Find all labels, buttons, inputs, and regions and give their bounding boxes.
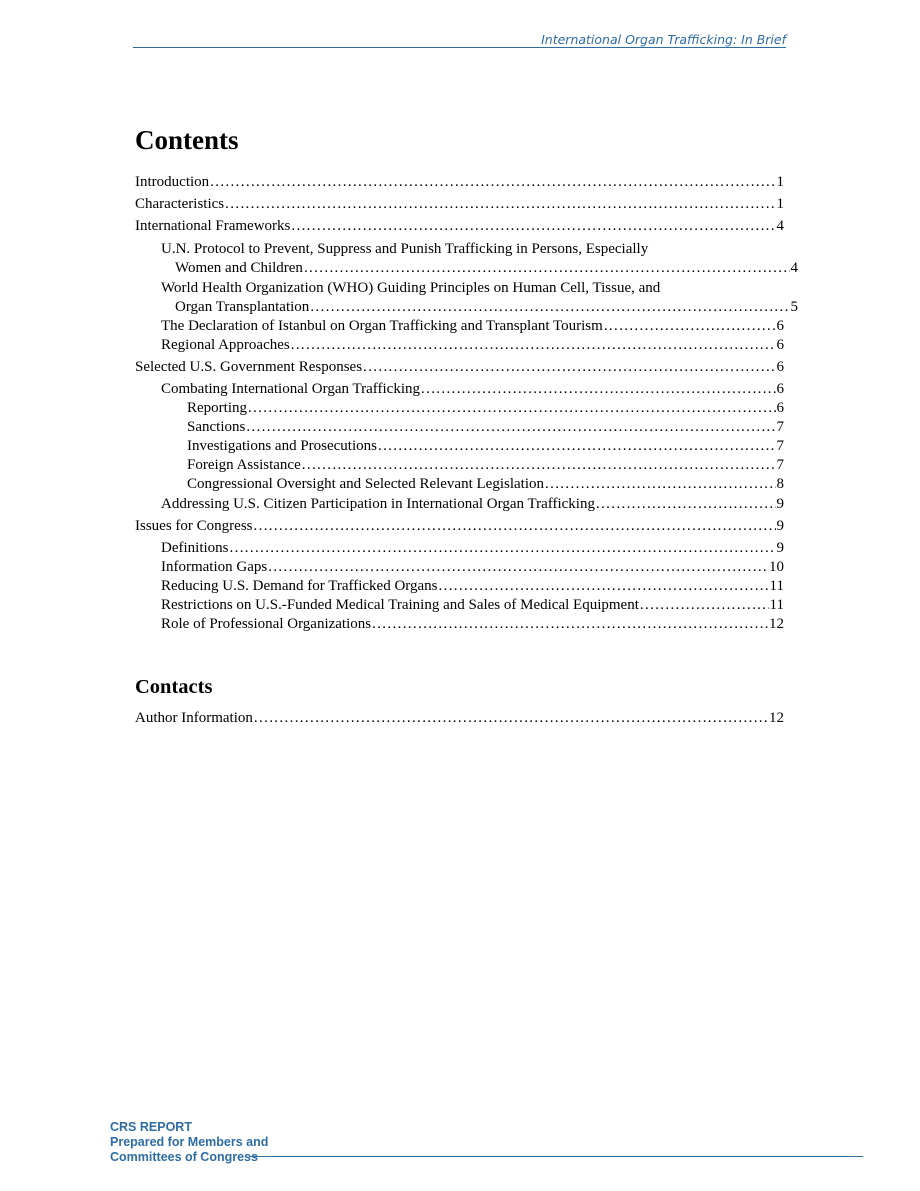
- running-header: [133, 33, 786, 48]
- toc-entry-reducing-demand[interactable]: Reducing U.S. Demand for Trafficked Organs . . . 11: [135, 577, 784, 596]
- toc-entry-combating-organ-trafficking[interactable]: Combating International Organ Trafficking . . . 6: [135, 380, 784, 399]
- toc-entry-investigations-prosecutions[interactable]: Investigations and Prosecutions . . . 7: [135, 437, 784, 456]
- toc-entry-us-citizen-participation[interactable]: Addressing U.S. Citizen Participation in International Organ Trafficking . . . 9: [135, 495, 784, 514]
- toc-entry-reporting[interactable]: Reporting . . . 6: [135, 399, 784, 418]
- brand-title: CRS REPORT: [110, 1120, 192, 1134]
- toc-entry-characteristics[interactable]: Characteristics . . . 1: [135, 195, 784, 214]
- toc-entry-congressional-oversight[interactable]: Congressional Oversight and Selected Relevant Legislation . . . 8: [135, 475, 784, 494]
- toc-entry-us-government-responses[interactable]: Selected U.S. Government Responses . . . 6: [135, 358, 784, 377]
- toc-entry-introduction[interactable]: Introduction . . . 1: [135, 173, 784, 192]
- toc-entry-information-gaps[interactable]: Information Gaps . . . 10: [135, 558, 784, 577]
- toc-entry-who-guiding-principles[interactable]: World Health Organization (WHO) Guiding Principles on Human Cell, Tissue, and Organ Transplantation . . . 5: [135, 279, 784, 317]
- toc-entry-un-protocol[interactable]: U.N. Protocol to Prevent, Suppress and Punish Trafficking in Persons, Especially Women and Children . . . 4: [135, 240, 784, 278]
- brand-line-2: Committees of Congress: [110, 1150, 258, 1164]
- contacts-title: Contacts: [135, 676, 213, 698]
- brand-line-1: Prepared for Members and: [110, 1135, 269, 1149]
- toc-entry-author-information[interactable]: Author Information . . . 12: [135, 709, 784, 728]
- toc-entry-international-frameworks[interactable]: International Frameworks . . . 4: [135, 217, 784, 236]
- toc-entry-medical-training-restrictions[interactable]: Restrictions on U.S.-Funded Medical Training and Sales of Medical Equipment . . . 11: [135, 596, 784, 615]
- crs-report-brand: [110, 1120, 268, 1165]
- toc-entry-issues-for-congress[interactable]: Issues for Congress . . . 9: [135, 517, 784, 536]
- contents-title: Contents: [135, 125, 239, 155]
- toc-entry-declaration-of-istanbul[interactable]: The Declaration of Istanbul on Organ Trafficking and Transplant Tourism . . . 6: [135, 317, 784, 336]
- toc-entry-sanctions[interactable]: Sanctions . . . 7: [135, 418, 784, 437]
- running-header-title: International Organ Trafficking: In Brief: [541, 32, 786, 47]
- toc-entry-regional-approaches[interactable]: Regional Approaches . . . 6: [135, 336, 784, 355]
- footer-rule: [249, 1156, 863, 1157]
- toc-entry-definitions[interactable]: Definitions . . . 9: [135, 539, 784, 558]
- toc-entry-professional-organizations[interactable]: Role of Professional Organizations . . . 12: [135, 615, 784, 634]
- toc-entry-foreign-assistance[interactable]: Foreign Assistance . . . 7: [135, 456, 784, 475]
